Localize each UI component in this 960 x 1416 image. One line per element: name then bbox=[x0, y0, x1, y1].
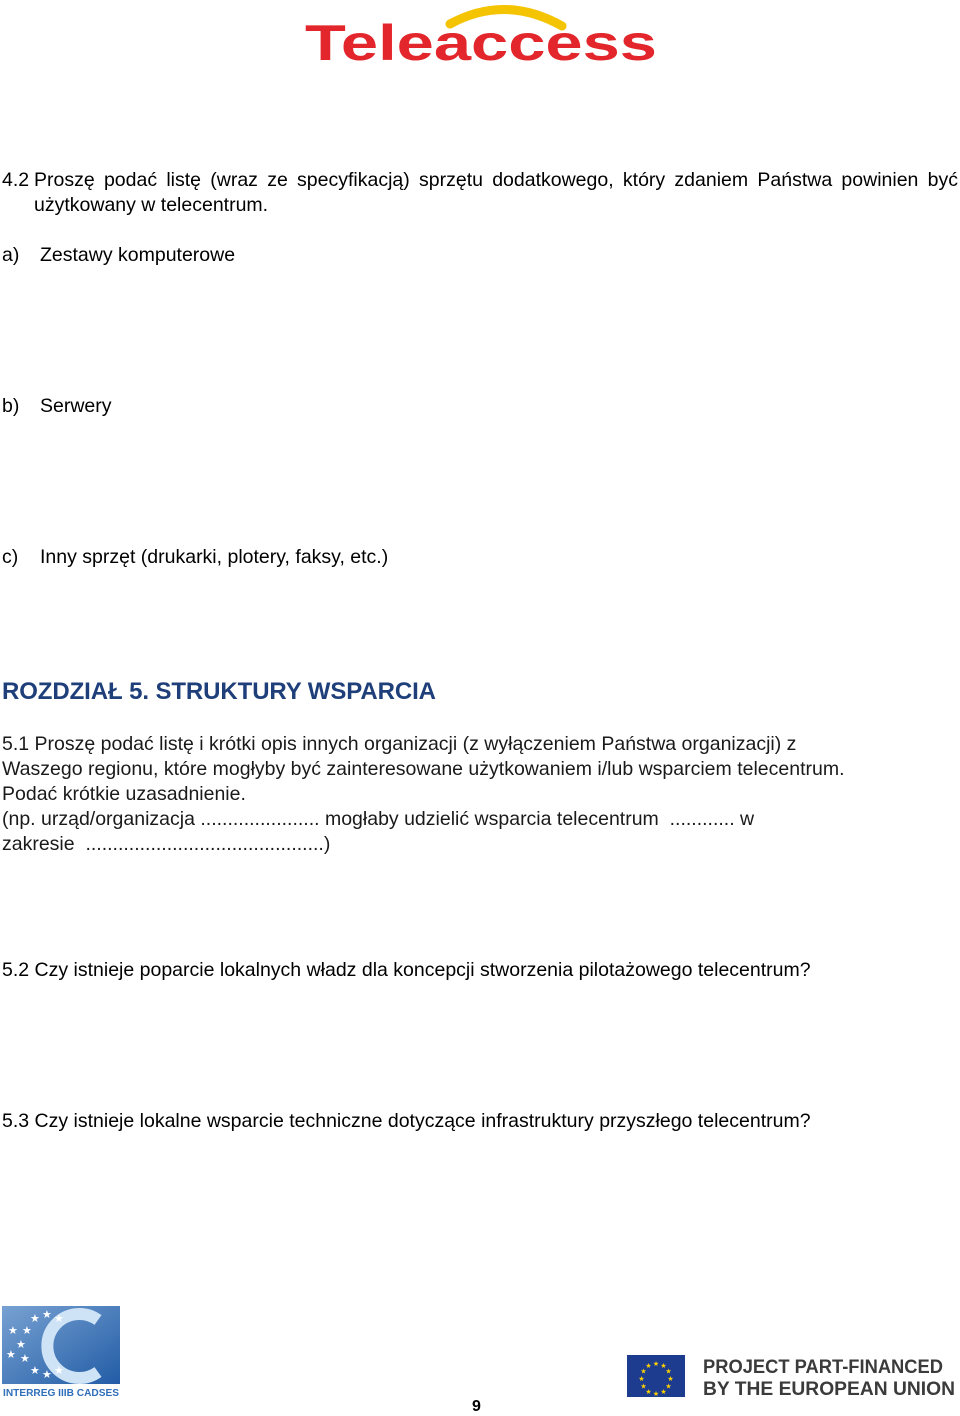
svg-text:★: ★ bbox=[667, 1375, 674, 1383]
question-line: Waszego regionu, które mogłyby być zainteresowane użytkowaniem i/lub wsparciem telecentrum. bbox=[2, 758, 845, 780]
question-line: Podać krótkie uzasadnienie. bbox=[2, 783, 246, 805]
answer-label: a) bbox=[2, 244, 20, 266]
question-line: (np. urząd/organizacja ...................... mogłaby udzielić wsparcia telecentrum ............ w bbox=[2, 808, 755, 830]
svg-text:★: ★ bbox=[638, 1375, 645, 1383]
svg-text:★: ★ bbox=[660, 1362, 667, 1370]
question-5-2: 5.2 Czy istnieje poparcie lokalnych władz dla koncepcji stworzenia pilotażowego telecentrum? bbox=[2, 959, 811, 981]
section-heading: ROZDZIAŁ 5. STRUKTURY WSPARCIA bbox=[2, 678, 436, 705]
eu-line-1: PROJECT PART-FINANCED bbox=[703, 1357, 943, 1378]
svg-text:★: ★ bbox=[6, 1348, 16, 1361]
svg-text:★: ★ bbox=[20, 1352, 30, 1365]
svg-text:★: ★ bbox=[645, 1362, 652, 1370]
question-5-3: 5.3 Czy istnieje lokalne wsparcie techniczne dotyczące infrastruktury przyszłego telecentrum? bbox=[2, 1110, 811, 1132]
eu-financing-logo bbox=[627, 1355, 957, 1399]
svg-text:★: ★ bbox=[16, 1338, 26, 1351]
answer-text: Inny sprzęt (drukarki, plotery, faksy, etc.) bbox=[40, 546, 389, 568]
interreg-cadses-logo bbox=[2, 1306, 120, 1398]
question-line: 5.1 Proszę podać listę i krótki opis innych organizacji (z wyłączeniem Państwa organizacji) z bbox=[2, 733, 797, 755]
svg-text:★: ★ bbox=[42, 1308, 52, 1321]
answer-label: c) bbox=[2, 546, 19, 568]
svg-text:★: ★ bbox=[660, 1388, 667, 1396]
svg-text:★: ★ bbox=[652, 1360, 660, 1368]
svg-text:★: ★ bbox=[30, 1312, 40, 1325]
svg-text:★: ★ bbox=[665, 1367, 672, 1376]
answer-item bbox=[2, 394, 112, 419]
svg-text:★: ★ bbox=[640, 1382, 647, 1391]
svg-text:★: ★ bbox=[665, 1382, 672, 1391]
logo-text: Teleaccess bbox=[305, 15, 657, 66]
page-number: 9 bbox=[472, 1398, 481, 1415]
question-line: zakresie ............................................) bbox=[2, 833, 331, 855]
svg-text:★: ★ bbox=[652, 1390, 660, 1398]
svg-text:★: ★ bbox=[54, 1312, 64, 1325]
teleaccess-logo bbox=[300, 2, 662, 66]
svg-text:★: ★ bbox=[640, 1367, 647, 1376]
answer-item bbox=[2, 243, 235, 268]
answer-text: Zestawy komputerowe bbox=[40, 244, 236, 266]
svg-text:★: ★ bbox=[8, 1324, 18, 1337]
svg-text:★: ★ bbox=[22, 1324, 32, 1337]
question-text: Proszę podać listę (wraz ze specyfikacją) sprzętu dodatkowego, który zdaniem Państwa powinien być użytkowany w telecentrum. bbox=[34, 169, 958, 216]
question-5-1 bbox=[2, 732, 952, 857]
svg-text:★: ★ bbox=[645, 1388, 652, 1396]
answer-item bbox=[2, 545, 388, 570]
answer-text: Serwery bbox=[40, 395, 112, 417]
eu-line-2: BY THE EUROPEAN UNION bbox=[703, 1379, 955, 1399]
svg-text:★: ★ bbox=[42, 1368, 52, 1381]
svg-text:★: ★ bbox=[54, 1364, 64, 1377]
svg-text:★: ★ bbox=[30, 1364, 40, 1377]
interreg-label: INTERREG IIIB CADSES bbox=[3, 1387, 119, 1398]
answer-label: b) bbox=[2, 395, 20, 417]
question-number: 4.2 bbox=[2, 169, 30, 191]
